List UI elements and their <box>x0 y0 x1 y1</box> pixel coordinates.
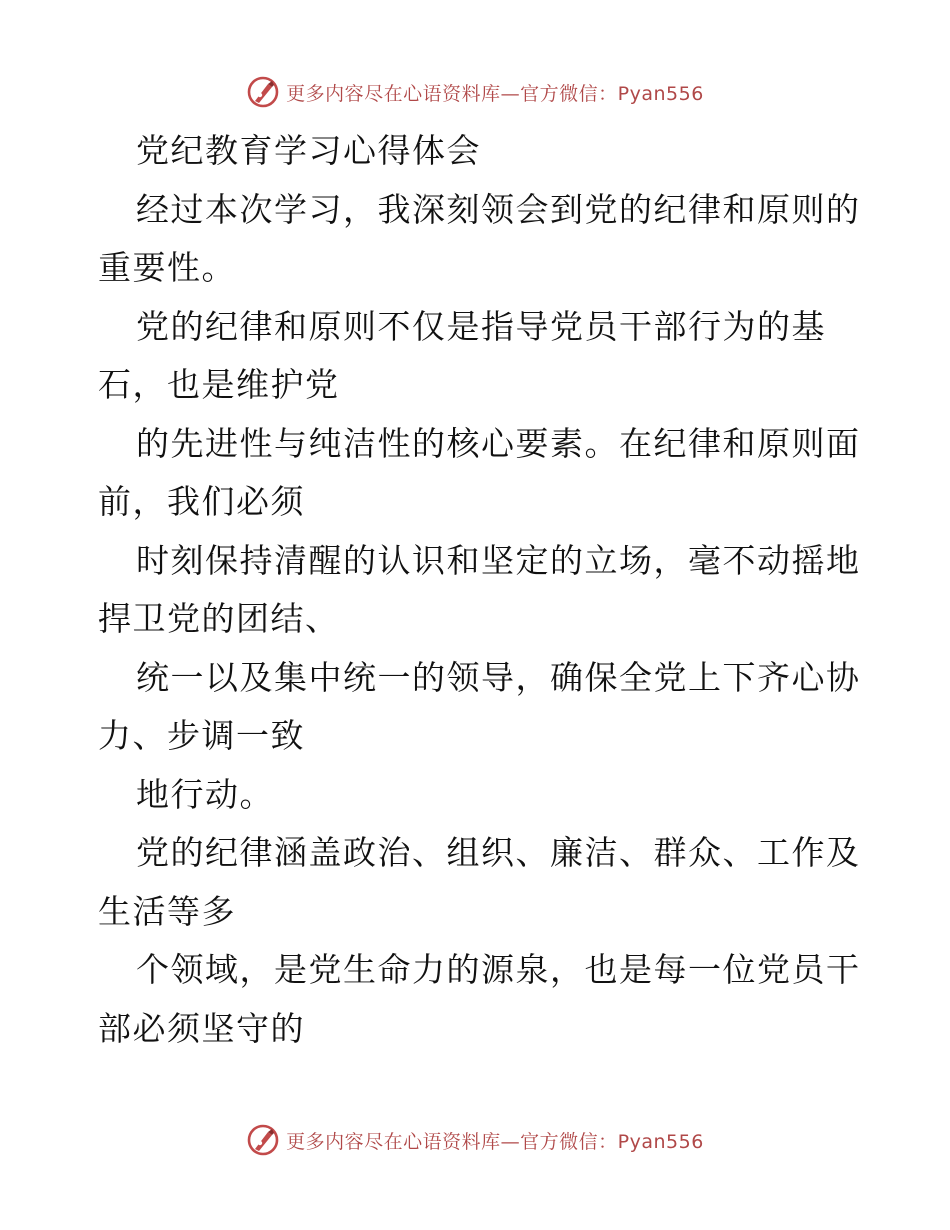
text-line: 党的纪律和原则不仅是指导党员干部行为的基 <box>136 306 826 346</box>
watermark-wechat-id: Pyan556 <box>617 82 704 105</box>
watermark-wechat-id: Pyan556 <box>617 1130 704 1153</box>
document-body <box>98 122 861 1058</box>
text-line: 的先进性与纯洁性的核心要素。在纪律和原则面 <box>136 423 861 463</box>
watermark-text: 更多内容尽在心语资料库—官方微信：Pyan556 <box>286 1130 704 1153</box>
quill-pen-circle-icon <box>246 1123 280 1157</box>
text-line: 石，也是维护党 <box>98 365 340 404</box>
document-title: 党纪教育学习心得体会 <box>136 131 481 170</box>
text-line: 党的纪律涵盖政治、组织、廉洁、群众、工作及 <box>136 833 861 872</box>
text-line: 前，我们必须 <box>98 482 305 521</box>
watermark-content <box>246 1123 704 1157</box>
text-line: 重要性。 <box>98 248 236 287</box>
header-watermark <box>0 70 950 114</box>
text-line: 经过本次学习，我深刻领会到党的纪律和原则的 <box>136 189 861 229</box>
text-line: 地行动。 <box>136 774 274 814</box>
text-line: 时刻保持清醒的认识和坚定的立场，毫不动摇地 <box>136 540 861 580</box>
text-line: 个领域，是党生命力的源泉，也是每一位党员干 <box>136 950 861 989</box>
quill-pen-circle-icon <box>246 75 280 109</box>
text-line: 生活等多 <box>98 891 236 931</box>
watermark-content <box>246 75 704 109</box>
footer-watermark <box>0 1118 950 1162</box>
text-line: 部必须坚守的 <box>98 1008 305 1048</box>
text-line: 统一以及集中统一的领导，确保全党上下齐心协 <box>136 657 861 697</box>
text-line: 捍卫党的团结、 <box>98 599 340 638</box>
watermark-text: 更多内容尽在心语资料库—官方微信：Pyan556 <box>286 82 704 105</box>
text-line: 力、步调一致 <box>98 716 305 755</box>
